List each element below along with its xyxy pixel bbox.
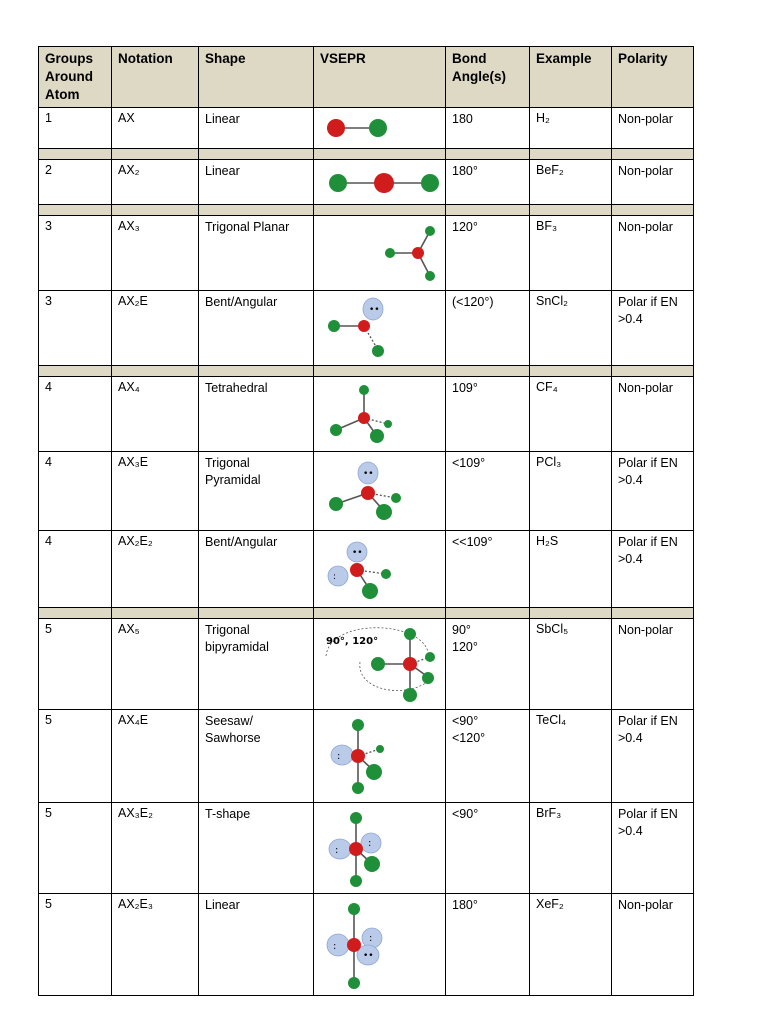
ax2e2-bent-model — [320, 534, 452, 604]
polarity-cell: Polar if EN >0.4 — [612, 531, 694, 608]
header-row — [39, 47, 694, 108]
groups-cell: 4 — [39, 531, 112, 608]
ax2e3-linear-model — [320, 897, 452, 992]
ax4-tetrahedral-model — [320, 380, 452, 448]
svg-text:••: •• — [369, 305, 380, 315]
shape-cell: Linear — [199, 108, 314, 149]
svg-text::: : — [337, 751, 341, 762]
separator-row — [39, 149, 694, 160]
header-vsepr: VSEPR — [314, 47, 446, 108]
polarity-cell: Non-polar — [612, 108, 694, 149]
notation-cell: AX₄ — [112, 377, 199, 452]
separator-row — [39, 366, 694, 377]
separator-row — [39, 608, 694, 619]
groups-cell: 3 — [39, 216, 112, 291]
bond-angle-cell: 180° — [446, 894, 530, 996]
svg-text::: : — [333, 941, 337, 952]
groups-cell: 5 — [39, 619, 112, 710]
table-row — [39, 894, 694, 996]
shape-cell: T-shape — [199, 803, 314, 894]
shape-cell: Trigonal bipyramidal — [199, 619, 314, 710]
notation-cell: AX — [112, 108, 199, 149]
bond-angle-cell: <90° — [446, 803, 530, 894]
polarity-cell: Polar if EN >0.4 — [612, 710, 694, 803]
example-cell: BeF₂ — [530, 160, 612, 205]
groups-cell: 4 — [39, 377, 112, 452]
bond-angle-cell: 90° 120° — [446, 619, 530, 710]
ax-linear-model — [320, 111, 452, 145]
bond-angle-cell: <90° <120° — [446, 710, 530, 803]
ax2e-bent-model — [320, 294, 452, 362]
notation-cell: AX₂ — [112, 160, 199, 205]
shape-cell: Bent/Angular — [199, 531, 314, 608]
example-cell: BF₃ — [530, 216, 612, 291]
polarity-cell: Non-polar — [612, 894, 694, 996]
groups-cell: 5 — [39, 803, 112, 894]
bond-angle-cell: 120° — [446, 216, 530, 291]
svg-text::: : — [333, 572, 337, 582]
ax2-linear-model — [320, 163, 452, 201]
example-cell: BrF₃ — [530, 803, 612, 894]
example-cell: SnCl₂ — [530, 291, 612, 366]
shape-cell: Tetrahedral — [199, 377, 314, 452]
example-cell: SbCl₅ — [530, 619, 612, 710]
groups-cell: 1 — [39, 108, 112, 149]
table-row — [39, 452, 694, 531]
vsepr-table — [38, 46, 694, 996]
header-groups: Groups Around Atom — [39, 47, 112, 108]
shape-cell: Trigonal Planar — [199, 216, 314, 291]
groups-cell: 3 — [39, 291, 112, 366]
separator-row — [39, 205, 694, 216]
shape-cell: Seesaw/ Sawhorse — [199, 710, 314, 803]
notation-cell: AX₂E — [112, 291, 199, 366]
bond-angle-cell: 180° — [446, 160, 530, 205]
bond-angle-cell: 180 — [446, 108, 530, 149]
groups-cell: 5 — [39, 894, 112, 996]
bond-angle-cell: <109° — [446, 452, 530, 531]
svg-text:••: •• — [363, 469, 374, 479]
shape-cell: Trigonal Pyramidal — [199, 452, 314, 531]
example-cell: TeCl₄ — [530, 710, 612, 803]
bond-angle-cell: (<120°) — [446, 291, 530, 366]
notation-cell: AX₅ — [112, 619, 199, 710]
ax5-trigonal-bipyramidal-model — [320, 622, 452, 706]
polarity-cell: Non-polar — [612, 216, 694, 291]
shape-cell: Bent/Angular — [199, 291, 314, 366]
table-row — [39, 710, 694, 803]
ax3e-trigonal-pyramidal-model — [320, 455, 452, 527]
notation-cell: AX₂E₃ — [112, 894, 199, 996]
svg-text::: : — [368, 838, 372, 849]
table-row — [39, 160, 694, 205]
polarity-cell: Polar if EN >0.4 — [612, 452, 694, 531]
notation-cell: AX₄E — [112, 710, 199, 803]
ax3e2-t-shape-model — [320, 806, 452, 890]
header-example: Example — [530, 47, 612, 108]
notation-cell: AX₃E — [112, 452, 199, 531]
table-row — [39, 216, 694, 291]
polarity-cell: Polar if EN >0.4 — [612, 291, 694, 366]
header-notation: Notation — [112, 47, 199, 108]
svg-text:••: •• — [352, 548, 363, 558]
example-cell: PCl₃ — [530, 452, 612, 531]
header-bond-angle: Bond Angle(s) — [446, 47, 530, 108]
table-row — [39, 803, 694, 894]
header-shape: Shape — [199, 47, 314, 108]
groups-cell: 2 — [39, 160, 112, 205]
svg-text::: : — [335, 845, 339, 856]
bond-angle-cell: <<109° — [446, 531, 530, 608]
angle-annotation-label: 90°, 120° — [326, 636, 379, 647]
svg-text:••: •• — [363, 951, 374, 961]
polarity-cell: Non-polar — [612, 619, 694, 710]
table-row — [39, 108, 694, 149]
polarity-cell: Non-polar — [612, 160, 694, 205]
table-row — [39, 377, 694, 452]
groups-cell: 4 — [39, 452, 112, 531]
ax3-trigonal-planar-model — [320, 219, 452, 287]
example-cell: H₂ — [530, 108, 612, 149]
example-cell: H₂S — [530, 531, 612, 608]
table-row — [39, 531, 694, 608]
table-row — [39, 619, 694, 710]
groups-cell: 5 — [39, 710, 112, 803]
polarity-cell: Non-polar — [612, 377, 694, 452]
example-cell: XeF₂ — [530, 894, 612, 996]
shape-cell: Linear — [199, 160, 314, 205]
ax4e-seesaw-model — [320, 713, 452, 799]
table-row — [39, 291, 694, 366]
example-cell: CF₄ — [530, 377, 612, 452]
notation-cell: AX₃ — [112, 216, 199, 291]
shape-cell: Linear — [199, 894, 314, 996]
notation-cell: AX₂E₂ — [112, 531, 199, 608]
svg-text::: : — [369, 933, 373, 944]
header-polarity: Polarity — [612, 47, 694, 108]
polarity-cell: Polar if EN >0.4 — [612, 803, 694, 894]
bond-angle-cell: 109° — [446, 377, 530, 452]
notation-cell: AX₃E₂ — [112, 803, 199, 894]
